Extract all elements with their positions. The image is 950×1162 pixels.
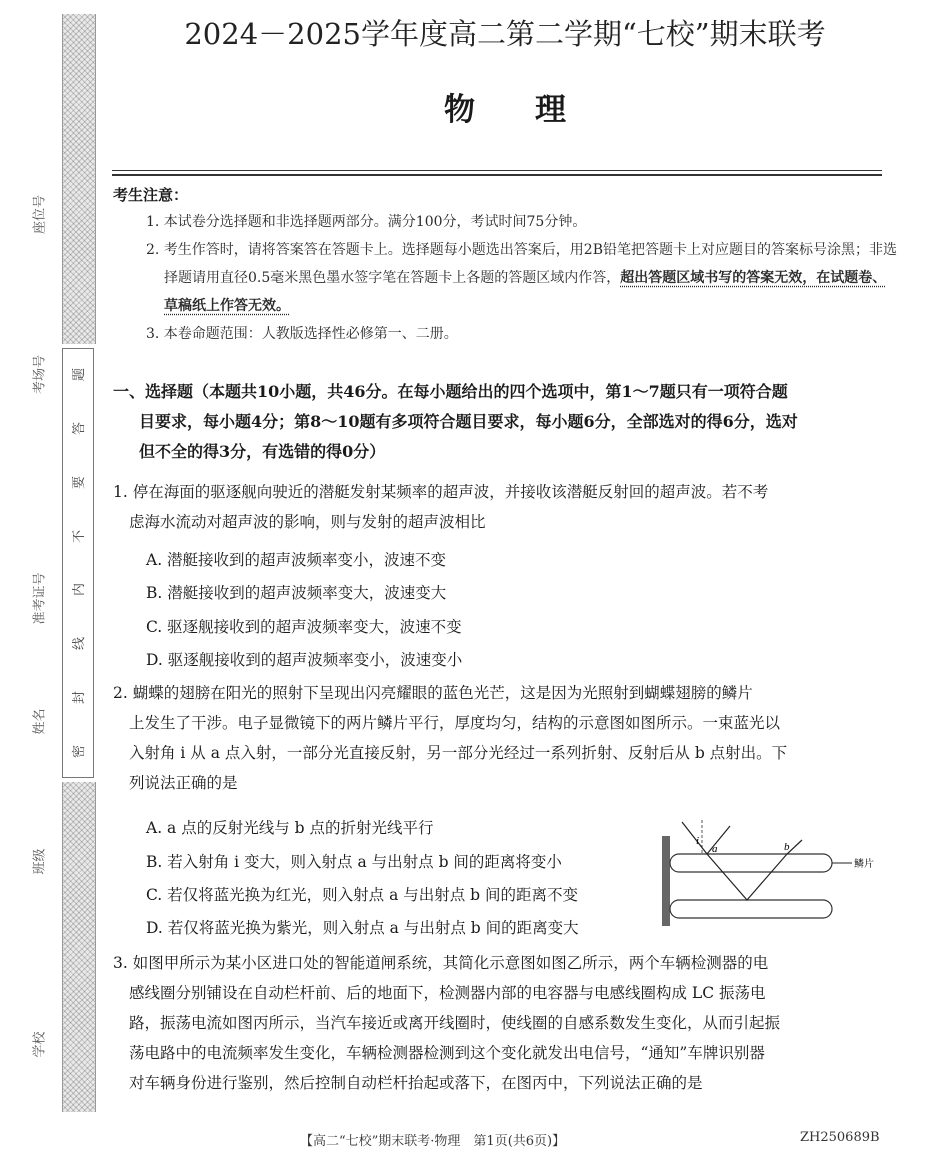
question-2-option-d: D. 若仅将蓝光换为紫光，则入射点 a 与出射点 b 间的距离变大 xyxy=(146,919,579,937)
section-line-3: 但不全的得3分，有选错的得0分） xyxy=(139,442,386,461)
field-admission-number: 准考证号 xyxy=(32,572,48,625)
question-1-line-2: 虑海水流动对超声波的影响，则与发射的超声波相比 xyxy=(129,513,486,531)
label-a: a xyxy=(712,843,718,855)
reflected-ray xyxy=(707,826,730,854)
scale-base-bar xyxy=(662,836,670,926)
question-2-option-c: C. 若仅将蓝光换为红光，则入射点 a 与出射点 b 间的距离不变 xyxy=(146,886,579,904)
section-choice-header xyxy=(113,377,888,467)
paper-code: ZH250689B xyxy=(800,1130,880,1145)
question-1-option-a: A. 潜艇接收到的超声波频率变小，波速不变 xyxy=(146,551,447,569)
seal-char: 题 xyxy=(72,367,88,382)
question-1-stem xyxy=(113,477,888,537)
field-seat-number: 座位号 xyxy=(32,195,48,235)
question-1-option-d: D. 驱逐舰接收到的超声波频率变小，波速变小 xyxy=(146,651,463,669)
notice-item-2-text: 2. 考生作答时，请将答案答在答题卡上。选择题每小题选出答案后，用2B铅笔把答题卡上对应题目的答案标号涂黑；非选择题请用直径0.5毫米黑色墨水签字笔在答题卡上各题的答题区域内作答， xyxy=(146,242,897,286)
question-2-option-a: A. a 点的反射光线与 b 点的折射光线平行 xyxy=(146,819,434,837)
label-scale: 鳞片 xyxy=(854,859,874,870)
seal-char: 密 xyxy=(72,744,88,758)
seal-char: 要 xyxy=(72,475,88,489)
notice-item-2-emphasis: 超出答题区域书写的答案无效，在试题卷、草稿纸上作答无效。 xyxy=(164,270,887,314)
question-2-line-3: 入射角 i 从 a 点入射，一部分光直接反射，另一部分光经过一系列折射、反射后从 b 点射出。下 xyxy=(129,744,788,762)
notice-item-2 xyxy=(146,236,898,320)
notice-heading: 考生注意： xyxy=(113,186,189,204)
question-3-line-5: 对车辆身份进行鉴别，然后控制自动栏杆抬起或落下，在图丙中，下列说法正确的是 xyxy=(129,1074,703,1092)
seal-line-box xyxy=(62,348,94,778)
question-3-line-4: 荡电路中的电流频率发生变化，车辆检测器检测到这个变化就发出电信号，“通知”车牌识别器 xyxy=(129,1044,765,1062)
question-2-stem xyxy=(113,678,888,798)
notice-item-3: 3. 本卷命题范围：人教版选择性必修第一、二册。 xyxy=(146,326,458,342)
binding-hatch-top xyxy=(62,14,96,344)
question-3-line-3: 路，振荡电流如图丙所示，当汽车接近或离开线圈时，使线圈的自感系数发生变化，从而引起振 xyxy=(129,1014,781,1032)
seal-char: 不 xyxy=(72,529,88,543)
notice-item-1: 1. 本试卷分选择题和非选择题两部分。满分100分，考试时间75分钟。 xyxy=(146,214,587,230)
question-3-line-2: 感线圈分别铺设在自动栏杆前、后的地面下，检测器内部的电容器与电感线圈构成 LC 振荡电 xyxy=(129,984,766,1002)
question-3-line-1: 3. 如图甲所示为某小区进口处的智能道闸系统，其简化示意图如图乙所示，两个车辆检测器的电 xyxy=(113,954,769,972)
label-i: i xyxy=(696,835,700,847)
field-class: 班级 xyxy=(32,848,48,875)
label-b: b xyxy=(784,841,790,853)
section-line-1: 一、选择题（本题共10小题，共46分。在每小题给出的四个选项中，第1～7题只有一项符合题 xyxy=(113,382,788,401)
question-2-option-b: B. 若入射角 i 变大，则入射点 a 与出射点 b 间的距离将变小 xyxy=(146,853,562,871)
seal-char: 内 xyxy=(72,583,88,597)
scale-diagram-figure xyxy=(652,812,882,932)
question-3-stem xyxy=(113,948,888,1098)
binding-hatch-bottom xyxy=(62,782,96,1112)
question-2-line-2: 上发生了干涉。电子显微镜下的两片鳞片平行，厚度均匀，结构的示意图如图所示。一束蓝光以 xyxy=(129,714,781,732)
scale-upper xyxy=(670,854,832,872)
seal-char: 答 xyxy=(72,421,88,435)
incident-ray xyxy=(682,822,707,854)
field-name: 姓名 xyxy=(32,708,48,735)
header-rule-thick xyxy=(112,174,882,176)
field-exam-room: 考场号 xyxy=(32,355,48,395)
seal-char: 线 xyxy=(72,637,88,651)
subject-title: 物理 xyxy=(444,92,626,128)
section-line-2: 目要求，每小题4分；第8～10题有多项符合题目要求，每小题6分，全部选对的得6分，选对 xyxy=(139,412,798,431)
question-2-line-4: 列说法正确的是 xyxy=(129,774,238,792)
exam-title: 2024－2025学年度高二第二学期“七校”期末联考 xyxy=(184,17,826,51)
page-footer: 【高二“七校”期末联考·物理 第1页(共6页)】 xyxy=(300,1134,566,1149)
field-school: 学校 xyxy=(32,1031,48,1058)
seal-char: 封 xyxy=(72,691,88,705)
question-2-line-1: 2. 蝴蝶的翅膀在阳光的照射下呈现出闪亮耀眼的蓝色光芒，这是因为光照射到蝴蝶翅膀的鳞片 xyxy=(113,684,753,702)
scale-lower xyxy=(670,900,832,918)
question-1-line-1: 1. 停在海面的驱逐舰向驶近的潜艇发射某频率的超声波，并接收该潜艇反射回的超声波。若不考 xyxy=(113,483,769,501)
question-1-option-b: B. 潜艇接收到的超声波频率变大，波速变大 xyxy=(146,584,447,602)
question-1-option-c: C. 驱逐舰接收到的超声波频率变大，波速不变 xyxy=(146,618,462,636)
header-rule-thin xyxy=(112,170,882,171)
